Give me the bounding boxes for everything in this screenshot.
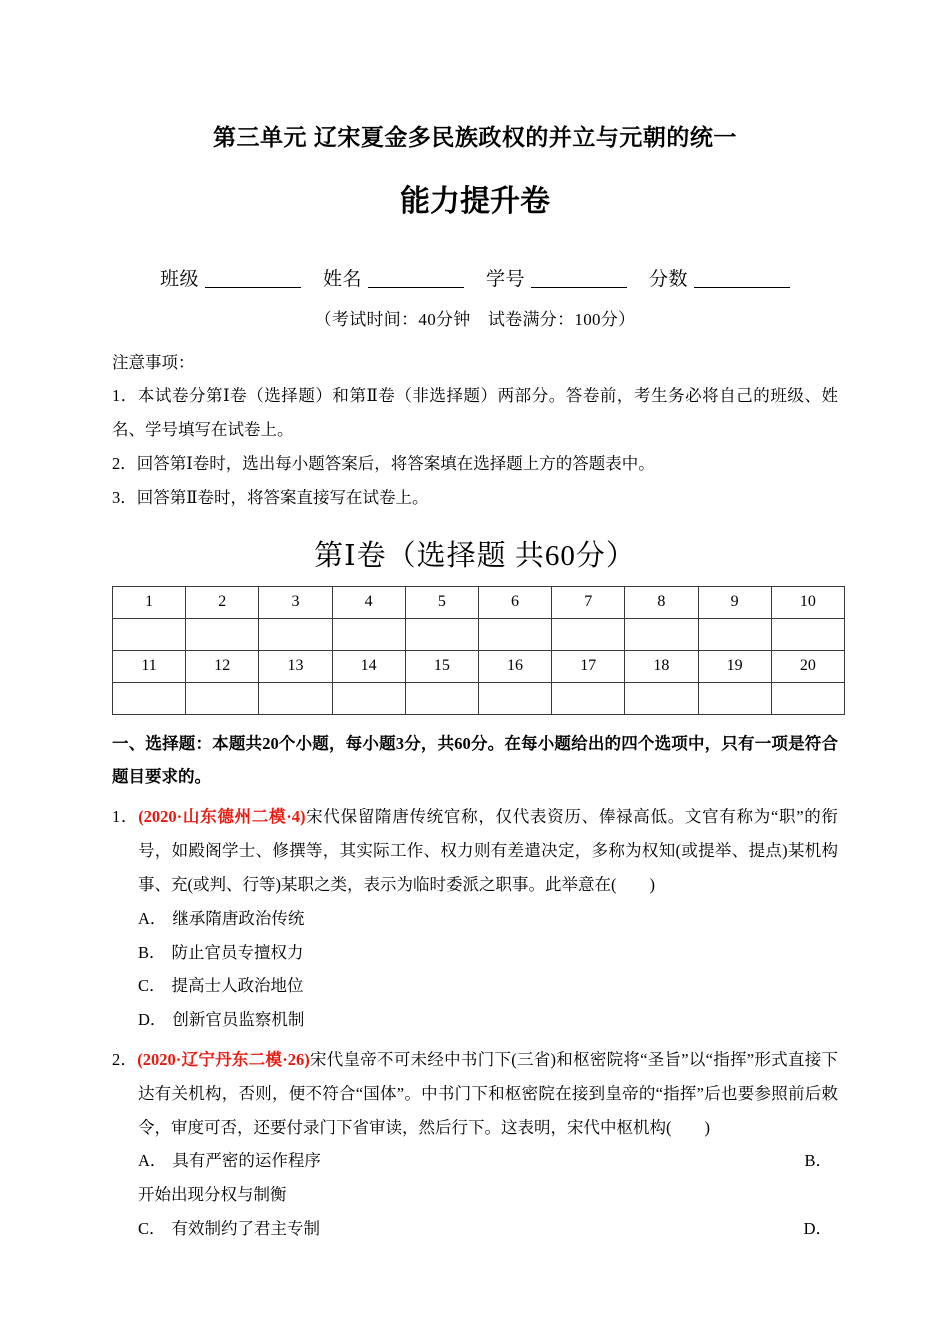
option-text: 提高士人政治地位 bbox=[171, 976, 304, 996]
answer-number-cell: 11 bbox=[113, 650, 186, 682]
page-subtitle: 能力提升卷 bbox=[400, 184, 550, 218]
answer-number-cell: 4 bbox=[332, 586, 405, 618]
class-label: 班级 bbox=[159, 268, 199, 290]
question-1-option-d[interactable] bbox=[138, 1003, 838, 1037]
notice-item-3: 3．回答第Ⅱ卷时，将答案直接写在试卷上。 bbox=[112, 487, 429, 507]
question-2-options bbox=[112, 1144, 838, 1245]
notice-item-2: 2．回答第Ⅰ卷时，选出每小题答案后，将答案填在选择题上方的答题表中。 bbox=[112, 454, 655, 474]
answer-input-cell[interactable] bbox=[625, 682, 698, 714]
question-1-option-a[interactable] bbox=[138, 902, 838, 936]
table-row bbox=[113, 618, 845, 650]
answer-number-cell: 2 bbox=[186, 586, 259, 618]
table-row bbox=[113, 650, 845, 682]
score-input[interactable] bbox=[694, 287, 790, 288]
answer-input-cell[interactable] bbox=[113, 618, 186, 650]
option-key: D． bbox=[138, 1010, 167, 1030]
answer-number-cell: 6 bbox=[478, 586, 551, 618]
question-2-option-row-cd bbox=[138, 1212, 838, 1246]
question-1-stem bbox=[112, 800, 838, 901]
notice-section bbox=[112, 346, 838, 515]
answer-number-cell: 8 bbox=[625, 586, 698, 618]
student-id-label: 学号 bbox=[486, 268, 526, 290]
option-text: 防止官员专擅权力 bbox=[171, 942, 304, 962]
answer-input-cell[interactable] bbox=[186, 682, 259, 714]
option-text: 创新官员监察机制 bbox=[172, 1010, 305, 1030]
name-input[interactable] bbox=[368, 287, 464, 288]
answer-number-cell: 12 bbox=[186, 650, 259, 682]
question-2-option-row-ab bbox=[138, 1144, 838, 1178]
option-key: A． bbox=[138, 1151, 167, 1171]
answer-number-cell: 1 bbox=[113, 586, 186, 618]
class-input[interactable] bbox=[205, 287, 301, 288]
answer-input-cell[interactable] bbox=[771, 682, 844, 714]
answer-input-cell[interactable] bbox=[186, 618, 259, 650]
option-key: B． bbox=[804, 1151, 832, 1171]
student-info-line bbox=[112, 264, 838, 291]
exam-meta: （考试时间：40分钟 试卷满分：100分） bbox=[314, 309, 636, 329]
question-2-text: 宋代皇帝不可未经中书门下(三省)和枢密院将“圣旨”以“指挥”形式直接下达有关机构，否则，便不符合“国体”。中书门下和枢密院在接到皇帝的“指挥”后也要参照前后敕令，审度可否，还要付录门下省审读，然后行下。这表明，宋代中枢机构( ) bbox=[138, 1049, 838, 1137]
answer-input-cell[interactable] bbox=[478, 682, 551, 714]
question-2-option-a[interactable] bbox=[138, 1144, 321, 1178]
answer-number-cell: 9 bbox=[698, 586, 771, 618]
answer-number-cell: 19 bbox=[698, 650, 771, 682]
question-2-source-tag: (2020·辽宁丹东二模·26) bbox=[137, 1049, 310, 1069]
question-2-option-d-key[interactable] bbox=[804, 1212, 838, 1246]
answer-number-cell: 14 bbox=[332, 650, 405, 682]
answer-number-cell: 13 bbox=[259, 650, 332, 682]
question-2-option-c[interactable] bbox=[138, 1212, 320, 1246]
table-row bbox=[113, 682, 845, 714]
option-text: 有效制约了君主专制 bbox=[171, 1219, 321, 1239]
option-key: D． bbox=[803, 1219, 832, 1239]
answer-input-cell[interactable] bbox=[625, 618, 698, 650]
option-key: B． bbox=[138, 942, 166, 962]
answer-number-cell: 18 bbox=[625, 650, 698, 682]
option-key: C． bbox=[138, 1219, 166, 1239]
answer-input-cell[interactable] bbox=[478, 618, 551, 650]
answer-input-cell[interactable] bbox=[552, 682, 625, 714]
question-1-option-b[interactable] bbox=[138, 936, 838, 970]
option-text: 继承隋唐政治传统 bbox=[172, 908, 305, 928]
notice-heading: 注意事项： bbox=[112, 352, 195, 372]
table-row bbox=[113, 586, 845, 618]
option-key: A． bbox=[138, 908, 167, 928]
answer-input-cell[interactable] bbox=[332, 618, 405, 650]
option-text: 具有严密的运作程序 bbox=[172, 1151, 321, 1171]
question-1-source-tag: (2020·山东德州二模·4) bbox=[138, 807, 306, 827]
notice-item-1: 1．本试卷分第Ⅰ卷（选择题）和第Ⅱ卷（非选择题）两部分。答卷前，考生务必将自己的班级、姓名、学号填写在试卷上。 bbox=[112, 386, 838, 440]
question-1-text: 宋代保留隋唐传统官称，仅代表资历、俸禄高低。文官有称为“职”的衔号，如殿阁学士、修撰等，其实际工作、权力则有差遣决定，多称为权知(或提举、提点)某机构事、充(或判、行等)某职之类，表示为临时委派之职事。此举意在( ) bbox=[138, 807, 839, 894]
question-1-option-c[interactable] bbox=[138, 969, 838, 1003]
answer-input-cell[interactable] bbox=[771, 618, 844, 650]
answer-number-cell: 3 bbox=[259, 586, 332, 618]
question-2 bbox=[112, 1043, 838, 1246]
answer-number-cell: 16 bbox=[478, 650, 551, 682]
answer-sheet-table bbox=[112, 586, 845, 715]
score-label: 分数 bbox=[649, 268, 689, 290]
answer-input-cell[interactable] bbox=[259, 618, 332, 650]
question-2-option-b-text[interactable] bbox=[138, 1178, 838, 1212]
question-2-option-b-key[interactable] bbox=[804, 1144, 838, 1178]
option-text: 开始出现分权与制衡 bbox=[138, 1185, 287, 1205]
name-label: 姓名 bbox=[322, 268, 362, 290]
student-id-input[interactable] bbox=[531, 287, 627, 288]
question-1 bbox=[112, 800, 838, 1037]
answer-number-cell: 15 bbox=[405, 650, 478, 682]
answer-input-cell[interactable] bbox=[405, 682, 478, 714]
answer-number-cell: 5 bbox=[405, 586, 478, 618]
question-1-number: 1． bbox=[112, 807, 139, 827]
answer-number-cell: 7 bbox=[552, 586, 625, 618]
answer-input-cell[interactable] bbox=[698, 618, 771, 650]
answer-input-cell[interactable] bbox=[698, 682, 771, 714]
answer-number-cell: 10 bbox=[771, 586, 844, 618]
question-2-number: 2． bbox=[112, 1049, 138, 1069]
option-key: C． bbox=[138, 976, 166, 996]
answer-input-cell[interactable] bbox=[405, 618, 478, 650]
answer-input-cell[interactable] bbox=[332, 682, 405, 714]
answer-input-cell[interactable] bbox=[113, 682, 186, 714]
answer-input-cell[interactable] bbox=[552, 618, 625, 650]
answer-number-cell: 17 bbox=[552, 650, 625, 682]
answer-input-cell[interactable] bbox=[259, 682, 332, 714]
part-one-heading: 第Ⅰ卷（选择题 共60分） bbox=[314, 539, 636, 572]
answer-number-cell: 20 bbox=[771, 650, 844, 682]
section-intro-multiple-choice: 一、选择题：本题共20个小题，每小题3分，共60分。在每小题给出的四个选项中，只有一项是符合题目要求的。 bbox=[112, 733, 838, 787]
question-1-options bbox=[112, 902, 838, 1037]
question-2-stem bbox=[112, 1043, 838, 1144]
page-title: 第三单元 辽宋夏金多民族政权的并立与元朝的统一 bbox=[213, 124, 737, 150]
